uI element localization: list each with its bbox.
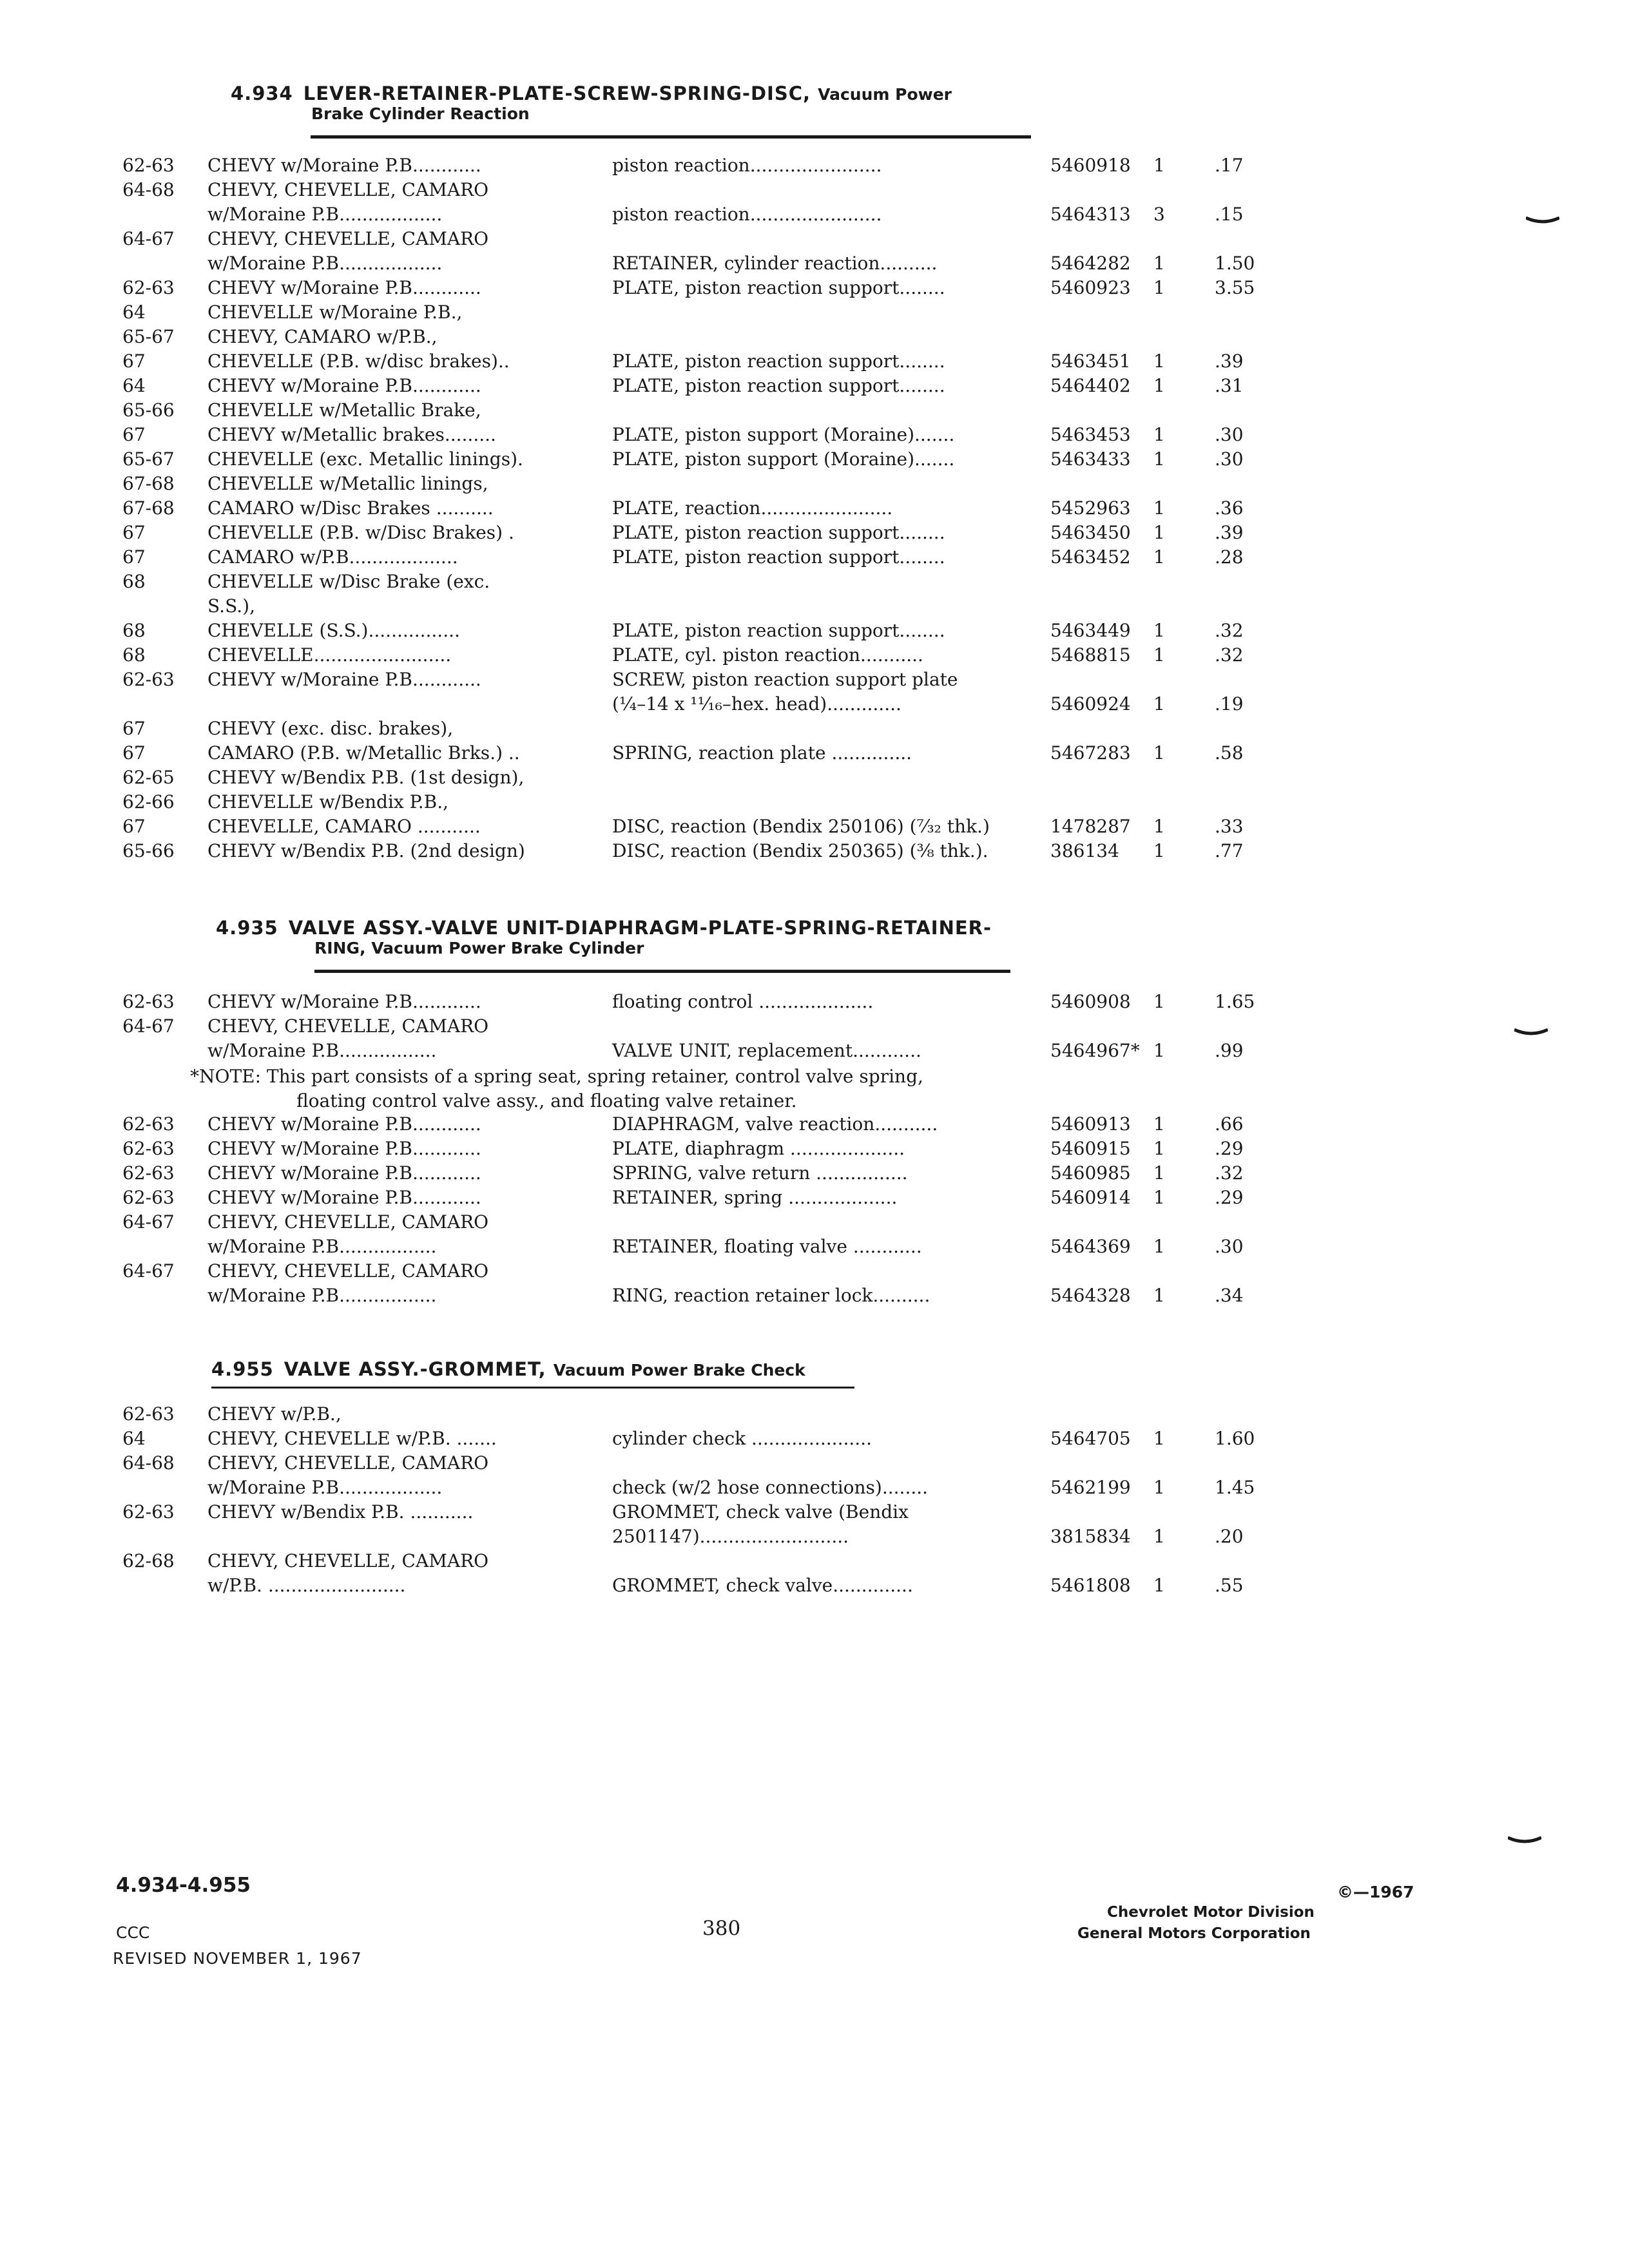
description-cell: check (w/2 hose connections)........ [612, 1477, 929, 1498]
table-row [0, 473, 1629, 499]
description-cell: PLATE, piston reaction support........ [612, 620, 945, 641]
year-cell: 62-65 [122, 767, 175, 788]
table-row [0, 497, 1629, 523]
table-row [0, 669, 1629, 695]
year-cell: 64 [122, 1428, 146, 1449]
price-cell: .31 [1215, 375, 1244, 396]
description-cell: VALVE UNIT, replacement............ [612, 1040, 921, 1061]
quantity-cell: 1 [1153, 155, 1165, 176]
part-number-cell: 1478287 [1050, 816, 1131, 837]
description-cell: PLATE, piston reaction support........ [612, 522, 945, 543]
table-row [0, 644, 1629, 670]
table-row [0, 1575, 1629, 1600]
table-row [0, 228, 1629, 254]
table-row [0, 1187, 1629, 1213]
quantity-cell: 1 [1153, 1428, 1165, 1449]
quantity-cell: 1 [1153, 693, 1165, 715]
section-title-suffix: Vacuum Power [818, 85, 952, 104]
table-row [0, 1285, 1629, 1311]
application-cell: CHEVY w/Bendix P.B. (2nd design) [207, 840, 525, 861]
application-cell: CHEVY, CHEVELLE, CAMARO [207, 1211, 489, 1233]
quantity-cell: 1 [1153, 1113, 1165, 1135]
application-cell: CHEVY w/Moraine P.B............ [207, 991, 481, 1012]
price-cell: .39 [1215, 351, 1244, 372]
description-cell: PLATE, piston support (Moraine)....... [612, 448, 955, 470]
part-number-cell: 5468815 [1050, 644, 1131, 666]
part-number-cell: 5460913 [1050, 1113, 1131, 1135]
section-header-4934 [231, 82, 952, 123]
application-cell: CAMARO w/Disc Brakes .......... [207, 497, 494, 519]
part-number-cell: 5463451 [1050, 351, 1131, 372]
description-cell: piston reaction....................... [612, 204, 882, 225]
quantity-cell: 1 [1153, 1575, 1165, 1596]
year-cell: 64-68 [122, 1452, 175, 1474]
application-cell: CHEVY w/P.B., [207, 1403, 342, 1425]
application-cell: CHEVY w/Moraine P.B............ [207, 1187, 481, 1208]
footer-revised: REVISED NOVEMBER 1, 1967 [113, 1949, 362, 1968]
price-cell: .17 [1215, 155, 1244, 176]
year-cell: 62-63 [122, 1501, 175, 1523]
section-header-4955 [211, 1358, 805, 1380]
section-rule [311, 135, 1031, 139]
note-line: floating control valve assy., and floating valve retainer. [296, 1090, 797, 1111]
part-number-cell: 5460915 [1050, 1138, 1131, 1159]
year-cell: 62-63 [122, 1403, 175, 1425]
part-number-cell: 5462199 [1050, 1477, 1131, 1498]
section-header-4935 [216, 917, 992, 957]
table-row [0, 595, 1629, 621]
quantity-cell: 1 [1153, 644, 1165, 666]
application-cell: CHEVY w/Moraine P.B............ [207, 1138, 481, 1159]
year-cell: 68 [122, 620, 146, 641]
footer-corporation: General Motors Corporation [1077, 1925, 1311, 1942]
year-cell: 64 [122, 302, 146, 323]
quantity-cell: 1 [1153, 253, 1165, 274]
quantity-cell: 1 [1153, 1138, 1165, 1159]
part-number-cell: 5452963 [1050, 497, 1131, 519]
application-cell: w/Moraine P.B................. [207, 1236, 437, 1257]
quantity-cell: 1 [1153, 497, 1165, 519]
year-cell: 67 [122, 718, 146, 739]
table-row [0, 424, 1629, 450]
price-cell: .32 [1215, 644, 1244, 666]
quantity-cell: 1 [1153, 375, 1165, 396]
description-cell: RETAINER, cylinder reaction.......... [612, 253, 938, 274]
description-cell: floating control .................... [612, 991, 874, 1012]
table-row [0, 1211, 1629, 1237]
table-row [0, 816, 1629, 841]
application-cell: CHEVELLE (P.B. w/Disc Brakes) . [207, 522, 514, 543]
application-cell: CHEVY w/Moraine P.B............ [207, 1162, 481, 1184]
section-title: LEVER-RETAINER-PLATE-SCREW-SPRING-DISC, [303, 82, 811, 104]
application-cell: CHEVELLE (P.B. w/disc brakes).. [207, 351, 510, 372]
quantity-cell: 1 [1153, 546, 1165, 568]
quantity-cell: 1 [1153, 991, 1165, 1012]
table-row [0, 742, 1629, 768]
year-cell: 64-67 [122, 1015, 175, 1037]
application-cell: CHEVY w/Moraine P.B............ [207, 375, 481, 396]
year-cell: 68 [122, 571, 146, 592]
application-cell: CHEVELLE w/Metallic Brake, [207, 399, 481, 421]
description-cell: GROMMET, check valve.............. [612, 1575, 913, 1596]
application-cell: CAMARO (P.B. w/Metallic Brks.) .. [207, 742, 520, 764]
quantity-cell: 1 [1153, 277, 1165, 298]
year-cell: 62-63 [122, 155, 175, 176]
section-subtitle: RING, Vacuum Power Brake Cylinder [314, 939, 644, 957]
price-cell: .34 [1215, 1285, 1244, 1306]
part-number-cell: 5460985 [1050, 1162, 1131, 1184]
year-cell: 62-68 [122, 1550, 175, 1571]
quantity-cell: 1 [1153, 816, 1165, 837]
table-row [0, 1501, 1629, 1527]
section-title: VALVE ASSY.-VALVE UNIT-DIAPHRAGM-PLATE-SPRING-RETAINER- [288, 917, 992, 939]
part-number-cell: 5460918 [1050, 155, 1131, 176]
table-row [0, 767, 1629, 793]
table-row [0, 1526, 1629, 1552]
application-cell: w/Moraine P.B................. [207, 1040, 437, 1061]
description-cell: PLATE, reaction....................... [612, 497, 893, 519]
quantity-cell: 1 [1153, 424, 1165, 445]
section-number: 4.935 [216, 917, 278, 939]
price-cell: .55 [1215, 1575, 1244, 1596]
margin-tick-mark [1514, 1028, 1548, 1036]
quantity-cell: 1 [1153, 1477, 1165, 1498]
description-cell: PLATE, piston reaction support........ [612, 375, 945, 396]
year-cell: 67 [122, 424, 146, 445]
price-cell: 1.60 [1215, 1428, 1255, 1449]
application-cell: CHEVY, CHEVELLE w/P.B. ....... [207, 1428, 497, 1449]
section-number: 4.934 [231, 82, 293, 104]
description-cell: DIAPHRAGM, valve reaction........... [612, 1113, 938, 1135]
quantity-cell: 1 [1153, 1236, 1165, 1257]
quantity-cell: 1 [1153, 1285, 1165, 1306]
part-number-cell: 5464705 [1050, 1428, 1131, 1449]
part-number-cell: 5464402 [1050, 375, 1131, 396]
section-title-line [211, 1358, 805, 1380]
section-subtitle: Brake Cylinder Reaction [311, 104, 530, 123]
quantity-cell: 1 [1153, 448, 1165, 470]
year-cell: 67 [122, 546, 146, 568]
application-cell: CHEVY, CHEVELLE, CAMARO [207, 1015, 489, 1037]
description-cell: SPRING, valve return ................ [612, 1162, 908, 1184]
price-cell: .29 [1215, 1138, 1244, 1159]
table-row [0, 522, 1629, 548]
table-row [0, 1428, 1629, 1454]
application-cell: CHEVELLE w/Bendix P.B., [207, 791, 449, 812]
part-number-cell: 5461808 [1050, 1575, 1131, 1596]
application-cell: CHEVELLE (S.S.)................ [207, 620, 460, 641]
part-number-cell: 3815834 [1050, 1526, 1131, 1547]
part-number-cell: 5463452 [1050, 546, 1131, 568]
quantity-cell: 1 [1153, 742, 1165, 764]
table-row [0, 1040, 1629, 1066]
part-number-cell: 5463450 [1050, 522, 1131, 543]
quantity-cell: 1 [1153, 1526, 1165, 1547]
application-cell: CHEVELLE (exc. Metallic linings). [207, 448, 523, 470]
application-cell: CAMARO w/P.B................... [207, 546, 458, 568]
price-cell: 1.45 [1215, 1477, 1255, 1498]
application-cell: CHEVELLE w/Metallic linings, [207, 473, 488, 494]
year-cell: 64-68 [122, 179, 175, 200]
application-cell: w/Moraine P.B.................. [207, 253, 443, 274]
part-number-cell: 5460924 [1050, 693, 1131, 715]
table-row [0, 326, 1629, 352]
price-cell: .99 [1215, 1040, 1244, 1061]
table-row [0, 1015, 1629, 1041]
table-row [0, 620, 1629, 646]
application-cell: CHEVELLE w/Moraine P.B., [207, 302, 463, 323]
part-number-cell: 5464313 [1050, 204, 1131, 225]
year-cell: 68 [122, 644, 146, 666]
application-cell: CHEVY w/Moraine P.B............ [207, 1113, 481, 1135]
year-cell: 62-63 [122, 1162, 175, 1184]
part-number-cell: 5460923 [1050, 277, 1131, 298]
year-cell: 64 [122, 375, 146, 396]
description-cell: RETAINER, spring ................... [612, 1187, 898, 1208]
year-cell: 67 [122, 742, 146, 764]
part-number-cell: 5460908 [1050, 991, 1131, 1012]
application-cell: CHEVELLE........................ [207, 644, 452, 666]
application-cell: CHEVY, CHEVELLE, CAMARO [207, 1260, 489, 1282]
margin-tick-mark [1526, 216, 1559, 224]
price-cell: .58 [1215, 742, 1244, 764]
application-cell: w/Moraine P.B.................. [207, 204, 443, 225]
note-line: *NOTE: This part consists of a spring seat, spring retainer, control valve spring, [190, 1066, 923, 1087]
quantity-cell: 1 [1153, 522, 1165, 543]
table-row [0, 1403, 1629, 1429]
application-cell: CHEVY w/Bendix P.B. ........... [207, 1501, 474, 1523]
year-cell: 65-67 [122, 326, 175, 347]
year-cell: 62-63 [122, 277, 175, 298]
table-row [0, 1138, 1629, 1164]
price-cell: .33 [1215, 816, 1244, 837]
description-cell: RING, reaction retainer lock.......... [612, 1285, 930, 1306]
quantity-cell: 1 [1153, 840, 1165, 861]
table-row [0, 277, 1629, 303]
part-number-cell: 5463449 [1050, 620, 1131, 641]
description-cell: GROMMET, check valve (Bendix [612, 1501, 909, 1523]
quantity-cell: 1 [1153, 1187, 1165, 1208]
table-row [0, 375, 1629, 401]
application-cell: CHEVY w/Metallic brakes......... [207, 424, 496, 445]
part-number-cell: 5460914 [1050, 1187, 1131, 1208]
margin-tick-mark [1508, 1836, 1541, 1844]
footer-division: Chevrolet Motor Division [1107, 1904, 1315, 1921]
price-cell: .29 [1215, 1187, 1244, 1208]
footer-copyright: ©—1967 [1337, 1883, 1414, 1901]
table-row [0, 571, 1629, 597]
table-row [0, 179, 1629, 205]
page-number: 380 [702, 1917, 741, 1940]
table-row [0, 351, 1629, 376]
price-cell: 1.50 [1215, 253, 1255, 274]
description-cell: DISC, reaction (Bendix 250106) (⁷⁄₃₂ thk.) [612, 816, 990, 837]
application-cell: CHEVY w/Moraine P.B............ [207, 277, 481, 298]
quantity-cell: 1 [1153, 351, 1165, 372]
application-cell: CHEVY, CHEVELLE, CAMARO [207, 228, 489, 249]
part-number-cell: 386134 [1050, 840, 1119, 861]
quantity-cell: 3 [1153, 204, 1165, 225]
quantity-cell: 1 [1153, 620, 1165, 641]
table-row [0, 840, 1629, 866]
table-row [0, 1162, 1629, 1188]
table-row [0, 302, 1629, 327]
description-cell: PLATE, cyl. piston reaction........... [612, 644, 923, 666]
year-cell: 62-66 [122, 791, 175, 812]
application-cell: CHEVY, CAMARO w/P.B., [207, 326, 438, 347]
table-row [0, 253, 1629, 278]
part-number-cell: 5463433 [1050, 448, 1131, 470]
price-cell: .30 [1215, 424, 1244, 445]
price-cell: .32 [1215, 620, 1244, 641]
description-cell: 2501147).......................... [612, 1526, 849, 1547]
description-cell: PLATE, piston reaction support........ [612, 277, 945, 298]
description-cell: RETAINER, floating valve ............ [612, 1236, 922, 1257]
table-row [0, 155, 1629, 180]
table-row [0, 204, 1629, 229]
table-row [0, 1550, 1629, 1576]
table-row [0, 718, 1629, 744]
description-cell: cylinder check ..................... [612, 1428, 872, 1449]
year-cell: 62-63 [122, 1138, 175, 1159]
footer-code: CCC [116, 1923, 150, 1942]
application-cell: CHEVELLE, CAMARO ........... [207, 816, 481, 837]
description-cell: PLATE, piston reaction support........ [612, 351, 945, 372]
table-row [0, 448, 1629, 474]
year-cell: 65-66 [122, 399, 175, 421]
price-cell: .36 [1215, 497, 1244, 519]
description-cell: SPRING, reaction plate .............. [612, 742, 912, 764]
application-cell: CHEVY (exc. disc. brakes), [207, 718, 454, 739]
section-number: 4.955 [211, 1358, 274, 1380]
description-cell: PLATE, piston reaction support........ [612, 546, 945, 568]
application-cell: w/P.B. ........................ [207, 1575, 406, 1596]
description-cell: piston reaction....................... [612, 155, 882, 176]
price-cell: .30 [1215, 448, 1244, 470]
year-cell: 64-67 [122, 1260, 175, 1282]
part-number-cell: 5464369 [1050, 1236, 1131, 1257]
table-row [0, 546, 1629, 572]
description-cell: PLATE, diaphragm .................... [612, 1138, 905, 1159]
description-cell: PLATE, piston support (Moraine)....... [612, 424, 955, 445]
year-cell: 67 [122, 816, 146, 837]
year-cell: 67 [122, 351, 146, 372]
part-number-cell: 5467283 [1050, 742, 1131, 764]
footer-range: 4.934-4.955 [116, 1874, 251, 1897]
price-cell: 1.65 [1215, 991, 1255, 1012]
description-cell: DISC, reaction (Bendix 250365) (³⁄₈ thk.). [612, 840, 988, 861]
price-cell: .19 [1215, 693, 1244, 715]
application-cell: CHEVY w/Bendix P.B. (1st design), [207, 767, 525, 788]
price-cell: .28 [1215, 546, 1244, 568]
quantity-cell: 1 [1153, 1162, 1165, 1184]
application-cell: w/Moraine P.B................. [207, 1285, 437, 1306]
year-cell: 65-67 [122, 448, 175, 470]
year-cell: 67 [122, 522, 146, 543]
year-cell: 65-66 [122, 840, 175, 861]
table-row [0, 1236, 1629, 1262]
application-cell: CHEVY, CHEVELLE, CAMARO [207, 1550, 489, 1571]
price-cell: .39 [1215, 522, 1244, 543]
table-row [0, 991, 1629, 1017]
section-title-line [216, 917, 992, 939]
table-row [0, 399, 1629, 425]
price-cell: 3.55 [1215, 277, 1255, 298]
description-cell: SCREW, piston reaction support plate [612, 669, 958, 690]
table-row [0, 1113, 1629, 1139]
year-cell: 62-63 [122, 669, 175, 690]
table-row [0, 791, 1629, 817]
part-number-cell: 5464967* [1050, 1040, 1140, 1061]
year-cell: 62-63 [122, 1113, 175, 1135]
year-cell: 62-63 [122, 1187, 175, 1208]
year-cell: 67-68 [122, 473, 175, 494]
application-cell: CHEVY w/Moraine P.B............ [207, 669, 481, 690]
application-cell: S.S.), [207, 595, 255, 617]
year-cell: 64-67 [122, 1211, 175, 1233]
price-cell: .15 [1215, 204, 1244, 225]
part-number-cell: 5463453 [1050, 424, 1131, 445]
year-cell: 62-63 [122, 991, 175, 1012]
application-cell: w/Moraine P.B.................. [207, 1477, 443, 1498]
table-row [0, 1452, 1629, 1478]
section-title: VALVE ASSY.-GROMMET, [284, 1358, 546, 1380]
price-cell: .30 [1215, 1236, 1244, 1257]
description-cell: (¼–14 x ¹¹⁄₁₆–hex. head)............. [612, 693, 901, 715]
application-cell: CHEVY, CHEVELLE, CAMARO [207, 179, 489, 200]
table-row [0, 693, 1629, 719]
part-number-cell: 5464282 [1050, 253, 1131, 274]
year-cell: 67-68 [122, 497, 175, 519]
section-title-line [231, 82, 952, 104]
application-cell: CHEVY w/Moraine P.B............ [207, 155, 481, 176]
price-cell: .77 [1215, 840, 1244, 861]
table-row [0, 1477, 1629, 1503]
application-cell: CHEVELLE w/Disc Brake (exc. [207, 571, 490, 592]
application-cell: CHEVY, CHEVELLE, CAMARO [207, 1452, 489, 1474]
price-cell: .20 [1215, 1526, 1244, 1547]
price-cell: .66 [1215, 1113, 1244, 1135]
price-cell: .32 [1215, 1162, 1244, 1184]
year-cell: 64-67 [122, 228, 175, 249]
part-number-cell: 5464328 [1050, 1285, 1131, 1306]
quantity-cell: 1 [1153, 1040, 1165, 1061]
table-row [0, 1260, 1629, 1286]
section-rule [314, 970, 1010, 973]
section-title-suffix: Vacuum Power Brake Check [553, 1361, 805, 1379]
section-underline [211, 1387, 854, 1389]
